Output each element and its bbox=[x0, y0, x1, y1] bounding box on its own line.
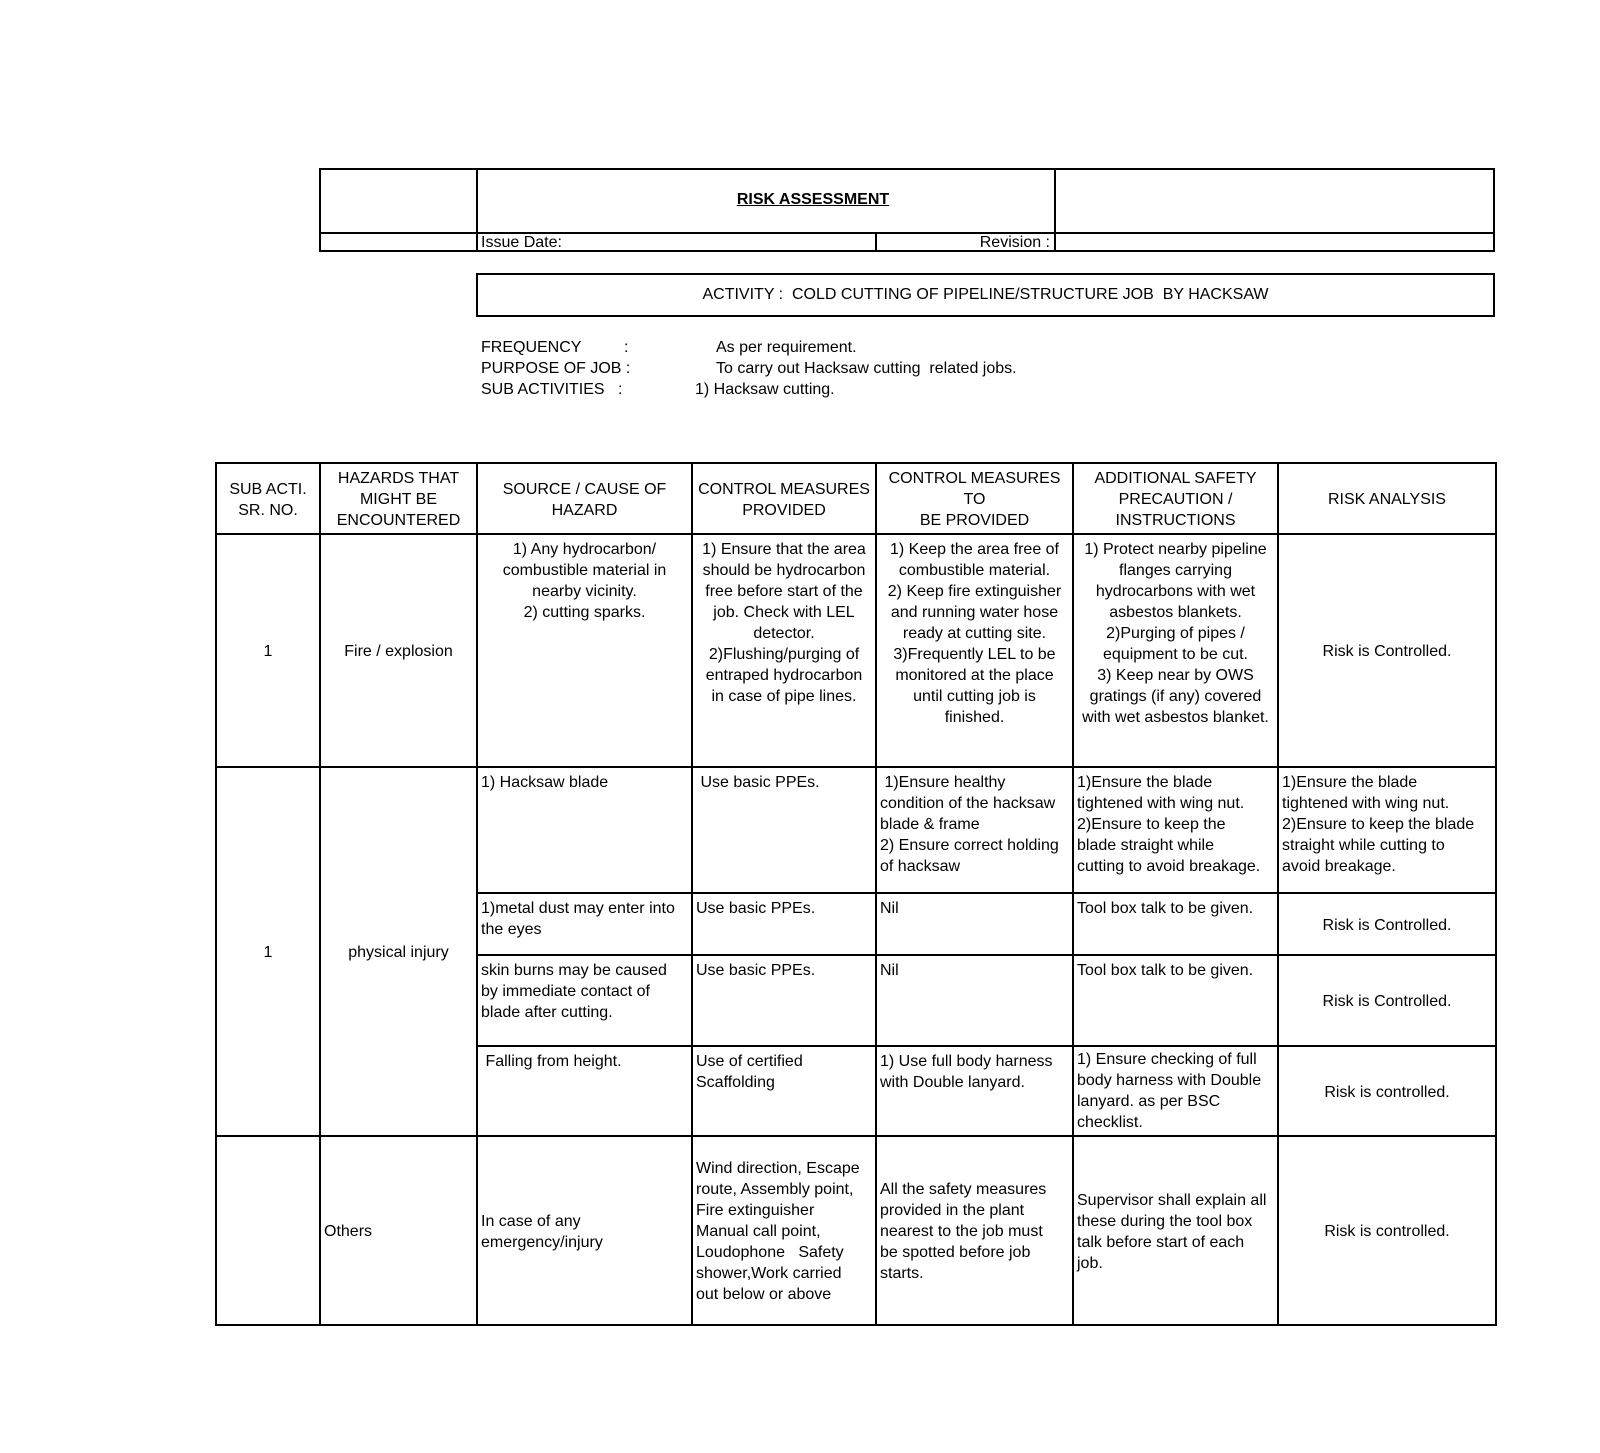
source-cell: 1)metal dust may enter into the eyes bbox=[477, 893, 692, 955]
control-provided-cell: Use basic PPEs. bbox=[692, 767, 876, 893]
sub-activities-label: SUB ACTIVITIES bbox=[481, 381, 605, 398]
header-hazards: HAZARDS THAT MIGHT BE ENCOUNTERED bbox=[320, 463, 477, 534]
source-cell: In case of any emergency/injury bbox=[477, 1136, 692, 1325]
header-source: SOURCE / CAUSE OF HAZARD bbox=[477, 463, 692, 534]
header-divider bbox=[875, 232, 877, 250]
risk-assessment-table bbox=[215, 462, 1497, 1326]
source-cell: 1) Hacksaw blade bbox=[477, 767, 692, 893]
control-to-be-provided-cell: 1) Use full body harness with Double lanyard. bbox=[876, 1046, 1073, 1136]
risk-analysis-cell: Risk is Controlled. bbox=[1278, 534, 1496, 767]
additional-safety-cell: Supervisor shall explain all these during the tool box talk before start of each job. bbox=[1073, 1136, 1278, 1325]
sr-no-cell: 1 bbox=[216, 767, 320, 1136]
additional-safety-cell: 1) Ensure checking of full body harness with Double lanyard. as per BSC checklist. bbox=[1073, 1046, 1278, 1136]
additional-safety-cell: Tool box talk to be given. bbox=[1073, 893, 1278, 955]
control-to-be-provided-cell: Nil bbox=[876, 955, 1073, 1046]
table-row bbox=[216, 1136, 1496, 1325]
control-to-be-provided-cell: 1) Keep the area free of combustible material. 2) Keep fire extinguisher and running water hose ready at cutting site. 3)Frequently LEL to be monitored at the place until cutting job is finished. bbox=[876, 534, 1073, 767]
table-row bbox=[216, 534, 1496, 767]
risk-analysis-cell: Risk is controlled. bbox=[1278, 1136, 1496, 1325]
hazard-cell: Others bbox=[320, 1136, 477, 1325]
risk-analysis-cell: Risk is Controlled. bbox=[1278, 955, 1496, 1046]
control-provided-cell: 1) Ensure that the area should be hydrocarbon free before start of the job. Check with LEL detector. 2)Flushing/purging of entraped hydrocarbon in case of pipe lines. bbox=[692, 534, 876, 767]
control-provided-cell: Wind direction, Escape route, Assembly point, Fire extinguisher Manual call point, Loudophone Safety shower,Work carried out below or above bbox=[692, 1136, 876, 1325]
control-to-be-provided-cell: All the safety measures provided in the plant nearest to the job must be spotted before job starts. bbox=[876, 1136, 1073, 1325]
frequency-label: FREQUENCY bbox=[481, 339, 582, 356]
control-to-be-provided-cell: Nil bbox=[876, 893, 1073, 955]
issue-date-label: Issue Date: bbox=[481, 234, 562, 251]
control-provided-cell: Use of certified Scaffolding bbox=[692, 1046, 876, 1136]
document-header bbox=[319, 168, 1495, 252]
hazard-cell: Fire / explosion bbox=[320, 534, 477, 767]
source-cell: 1) Any hydrocarbon/ combustible material in nearby vicinity. 2) cutting sparks. bbox=[477, 534, 692, 767]
control-provided-cell: Use basic PPEs. bbox=[692, 955, 876, 1046]
source-cell: skin burns may be caused by immediate contact of blade after cutting. bbox=[477, 955, 692, 1046]
sub-activities-value: 1) Hacksaw cutting. bbox=[695, 381, 835, 398]
header-control-provided: CONTROL MEASURES PROVIDED bbox=[692, 463, 876, 534]
table-header-row bbox=[216, 463, 1496, 534]
frequency-value: As per requirement. bbox=[716, 339, 857, 356]
hazard-cell: physical injury bbox=[320, 767, 477, 1136]
table-row bbox=[216, 767, 1496, 893]
header-sr-no: SUB ACTI. SR. NO. bbox=[216, 463, 320, 534]
page-title: RISK ASSESSMENT bbox=[736, 191, 890, 208]
risk-analysis-cell: Risk is controlled. bbox=[1278, 1046, 1496, 1136]
activity-box bbox=[476, 273, 1495, 317]
purpose-label: PURPOSE OF JOB : bbox=[481, 360, 631, 377]
header-divider bbox=[1054, 170, 1056, 250]
additional-safety-cell: 1) Protect nearby pipeline flanges carrying hydrocarbons with wet asbestos blankets. 2)Purging of pipes / equipment to be cut. 3) Keep near by OWS gratings (if any) covered with wet asbestos blanket. bbox=[1073, 534, 1278, 767]
header-divider bbox=[476, 170, 478, 250]
sub-activities-colon: : bbox=[618, 381, 623, 398]
additional-safety-cell: Tool box talk to be given. bbox=[1073, 955, 1278, 1046]
activity-title: ACTIVITY : COLD CUTTING OF PIPELINE/STRUCTURE JOB BY HACKSAW bbox=[702, 286, 1269, 303]
header-control-to-be-provided: CONTROL MEASURES TO BE PROVIDED bbox=[876, 463, 1073, 534]
additional-safety-cell: 1)Ensure the blade tightened with wing nut. 2)Ensure to keep the blade straight while cutting to avoid breakage. bbox=[1073, 767, 1278, 893]
revision-label: Revision : bbox=[979, 234, 1050, 251]
control-to-be-provided-cell: 1)Ensure healthy condition of the hacksaw blade & frame 2) Ensure correct holding of hacksaw bbox=[876, 767, 1073, 893]
frequency-colon: : bbox=[624, 339, 629, 356]
source-cell: Falling from height. bbox=[477, 1046, 692, 1136]
header-additional-safety: ADDITIONAL SAFETY PRECAUTION / INSTRUCTIONS bbox=[1073, 463, 1278, 534]
risk-analysis-cell: Risk is Controlled. bbox=[1278, 893, 1496, 955]
header-risk-analysis: RISK ANALYSIS bbox=[1278, 463, 1496, 534]
sr-no-cell bbox=[216, 1136, 320, 1325]
sr-no-cell: 1 bbox=[216, 534, 320, 767]
control-provided-cell: Use basic PPEs. bbox=[692, 893, 876, 955]
purpose-value: To carry out Hacksaw cutting related jobs. bbox=[716, 360, 1017, 377]
risk-analysis-cell: 1)Ensure the blade tightened with wing nut. 2)Ensure to keep the blade straight while cutting to avoid breakage. bbox=[1278, 767, 1496, 893]
